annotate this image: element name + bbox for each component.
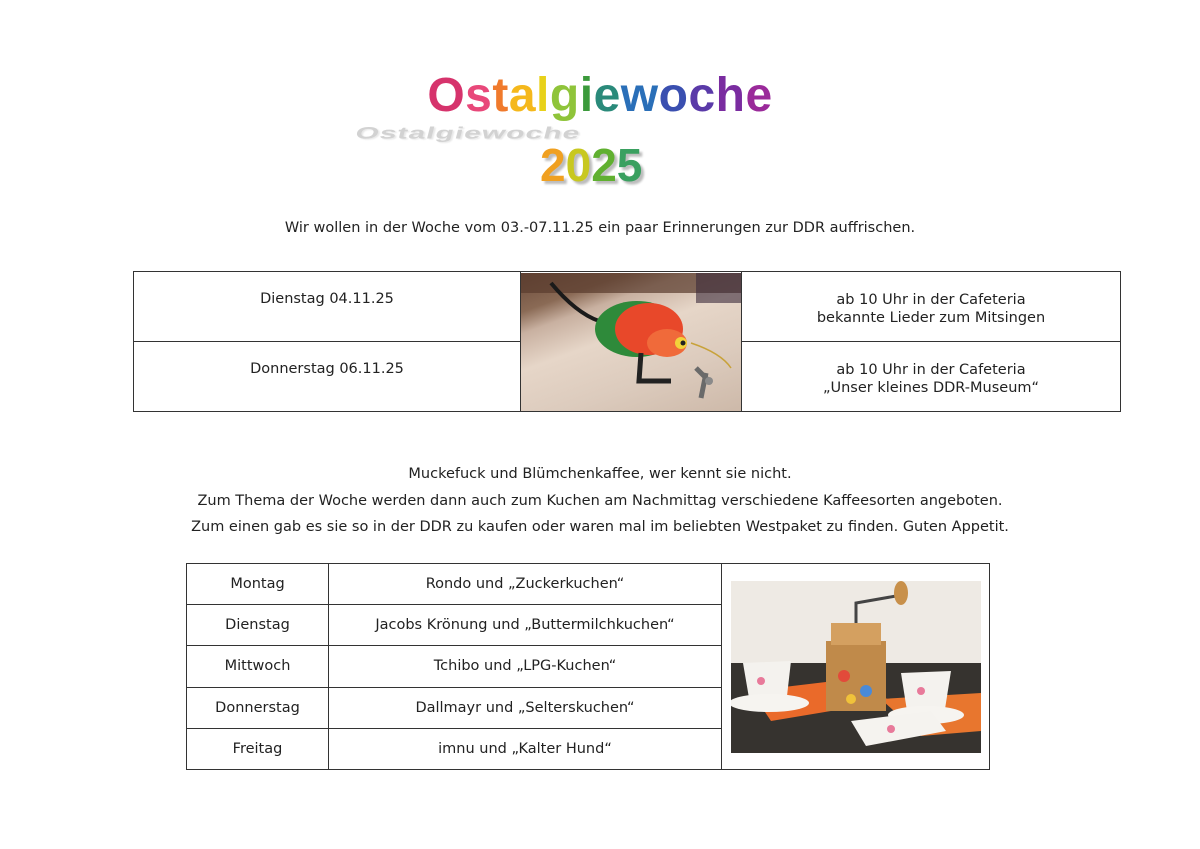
event-row — [134, 272, 1121, 342]
events-table — [133, 271, 1121, 412]
title-shadow: Ostalgiewoche — [353, 124, 583, 143]
intro-text: Wir wollen in der Woche vom 03.-07.11.25 ein paar Erinnerungen zur DDR auffrischen. — [284, 220, 916, 236]
menu-day: Dienstag — [187, 605, 329, 646]
event-info-line: „Unser kleines DDR-Museum“ — [822, 380, 1040, 396]
title-letter: e — [593, 69, 621, 122]
event-info — [742, 272, 1121, 342]
menu-day: Montag — [187, 564, 329, 605]
paragraph-line: Muckefuck und Blümchenkaffee, wer kennt sie nicht. — [408, 466, 792, 482]
event-info — [742, 342, 1121, 412]
paragraph-line: Zum einen gab es sie so in der DDR zu kaufen oder waren mal im beliebten Westpaket zu finden. Guten Appetit. — [191, 519, 1009, 535]
event-day: Donnerstag 06.11.25 — [134, 342, 521, 412]
coffee-menu-table — [186, 563, 990, 770]
title-letter: t — [492, 69, 509, 122]
menu-coffee: Jacobs Krönung und „Buttermilchkuchen“ — [329, 605, 722, 646]
event-info-line: bekannte Lieder zum Mitsingen — [816, 310, 1046, 326]
paragraph-line: Zum Thema der Woche werden dann auch zum Kuchen am Nachmittag verschiedene Kaffeesorten angeboten. — [197, 492, 1003, 509]
title-letter: O — [427, 69, 466, 122]
year-digit: 2 — [540, 139, 566, 191]
event-info-line: ab 10 Uhr in der Cafeteria — [836, 292, 1026, 308]
event-info-line: ab 10 Uhr in der Cafeteria — [836, 362, 1026, 378]
title-letter: s — [465, 69, 493, 122]
menu-coffee: imnu und „Kalter Hund“ — [329, 728, 722, 769]
event-day: Dienstag 04.11.25 — [134, 272, 521, 342]
title-letter: w — [620, 69, 659, 122]
menu-day: Mittwoch — [187, 646, 329, 687]
menu-row — [187, 564, 990, 605]
toy-photo-cell — [521, 272, 742, 412]
title-letter: i — [579, 69, 594, 122]
menu-day: Donnerstag — [187, 687, 329, 728]
title-letter: g — [549, 69, 580, 122]
tin-toy-mouse-photo — [521, 273, 741, 411]
title-letter: c — [688, 69, 716, 122]
title-letter: l — [536, 69, 550, 122]
page-title — [0, 68, 1200, 123]
title-year — [540, 138, 642, 192]
menu-coffee: Rondo und „Zuckerkuchen“ — [329, 564, 722, 605]
title-letter: h — [715, 69, 746, 122]
title-letter: a — [508, 69, 537, 122]
menu-coffee: Dallmayr und „Selterskuchen“ — [329, 687, 722, 728]
menu-coffee: Tchibo und „LPG-Kuchen“ — [329, 646, 722, 687]
year-digit: 5 — [616, 139, 643, 191]
year-digit: 0 — [565, 139, 592, 191]
description-paragraph — [0, 461, 1200, 541]
menu-day: Freitag — [187, 728, 329, 769]
coffee-photo-cell — [722, 564, 990, 770]
title-letter: o — [658, 69, 689, 122]
year-digit: 2 — [591, 139, 617, 191]
title-letter: e — [745, 69, 773, 122]
coffee-grinder-photo — [731, 581, 981, 753]
